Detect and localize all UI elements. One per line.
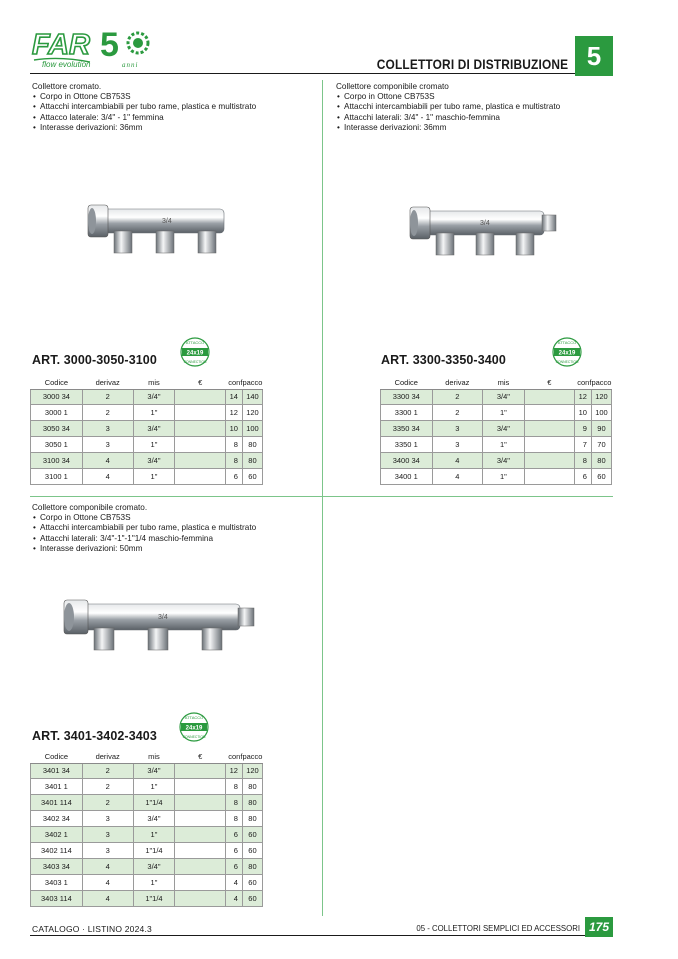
description-title: Collettore componibile cromato. [32, 503, 148, 512]
cell-conf: 10 [225, 421, 242, 437]
cell-pacco: 100 [242, 421, 262, 437]
cell-derivaz: 3 [82, 421, 133, 437]
cell-mis: 1" [483, 405, 525, 421]
cell-prezzo [175, 405, 226, 421]
cell-mis: 1" [483, 437, 525, 453]
cell-derivaz: 3 [432, 421, 483, 437]
cell-conf: 8 [225, 453, 242, 469]
cell-derivaz: 3 [82, 827, 133, 843]
table-row [31, 421, 263, 437]
cell-prezzo [175, 437, 226, 453]
cell-codice: 3000 1 [31, 405, 83, 421]
product-description-3000 [32, 82, 256, 133]
cell-prezzo [175, 389, 226, 405]
description-bullet: • Interasse derivazioni: 36mm [336, 123, 560, 133]
logo-anni: anni [122, 61, 139, 69]
svg-text:ATTACCO: ATTACCO [184, 715, 204, 720]
cell-mis: 1" [133, 779, 175, 795]
cell-conf: 14 [225, 389, 242, 405]
cell-derivaz: 2 [82, 389, 133, 405]
cell-pacco: 100 [591, 405, 611, 421]
cell-prezzo [175, 779, 226, 795]
table-row [31, 827, 263, 843]
cell-prezzo [524, 421, 574, 437]
header-rule [30, 73, 575, 74]
description-bullet: • Corpo in Ottone CB753S [32, 92, 256, 102]
cell-prezzo [175, 890, 226, 906]
cell-conf: 6 [225, 827, 242, 843]
row-divider-left [30, 496, 322, 497]
cell-codice: 3401 34 [31, 763, 83, 779]
cell-derivaz: 2 [432, 389, 483, 405]
cell-mis: 3/4" [483, 453, 525, 469]
table-row [31, 437, 263, 453]
description-bullet: • Attacchi intercambiabili per tubo rame, plastica e multistrato [32, 523, 256, 533]
section-badge: 5 [575, 36, 613, 76]
description-bullet: • Attacco laterale: 3/4" - 1" femmina [32, 113, 256, 123]
cell-pacco: 120 [242, 405, 262, 421]
cell-mis: 1"1/4 [133, 890, 175, 906]
table-row [31, 858, 263, 874]
attacco-badge-icon [550, 335, 584, 369]
product-image-3000 [86, 203, 231, 261]
attacco-badge-icon [178, 335, 212, 369]
table-row [31, 795, 263, 811]
table-row [31, 874, 263, 890]
cell-conf: 4 [225, 890, 242, 906]
table-row [381, 389, 612, 405]
cell-pacco: 120 [591, 389, 611, 405]
cell-pacco: 90 [591, 421, 611, 437]
cell-codice: 3350 34 [381, 421, 433, 437]
cell-derivaz: 4 [432, 453, 483, 469]
table-row [31, 842, 263, 858]
table-body [31, 389, 263, 484]
cell-pacco: 80 [242, 453, 262, 469]
row-divider-right [322, 496, 613, 497]
cell-pacco: 60 [591, 468, 611, 484]
cell-mis: 1" [133, 468, 175, 484]
cell-conf: 12 [574, 389, 591, 405]
cell-codice: 3403 114 [31, 890, 83, 906]
price-table-3000 [30, 376, 263, 485]
cell-derivaz: 4 [82, 874, 133, 890]
svg-text:ATTACCO: ATTACCO [557, 340, 577, 345]
cell-derivaz: 4 [82, 858, 133, 874]
description-bullet: • Corpo in Ottone CB753S [32, 513, 256, 523]
cell-mis: 3/4" [133, 421, 175, 437]
description-bullet: • Attacchi laterali: 3/4"-1"-1"1/4 maschio-femmina [32, 534, 256, 544]
cell-conf: 8 [225, 779, 242, 795]
cell-codice: 3403 1 [31, 874, 83, 890]
product-image-3300 [408, 205, 560, 263]
cell-mis: 3/4" [133, 453, 175, 469]
cell-conf: 6 [225, 842, 242, 858]
svg-text:CONNECTION: CONNECTION [555, 360, 579, 364]
cell-conf: 7 [574, 437, 591, 453]
cell-pacco: 80 [242, 811, 262, 827]
product-description-3300 [336, 82, 560, 133]
footer-section: 05 - COLLETTORI SEMPLICI ED ACCESSORI [416, 924, 580, 933]
cell-mis: 3/4" [483, 421, 525, 437]
svg-text:ATTACCO: ATTACCO [185, 340, 205, 345]
cell-conf: 8 [225, 795, 242, 811]
cell-codice: 3400 1 [381, 468, 433, 484]
table-header-row: Codice derivaz mis € conf pacco [31, 376, 263, 389]
svg-text:CONNECTION: CONNECTION [182, 735, 206, 739]
cell-conf: 6 [574, 468, 591, 484]
product-description-3401 [32, 503, 256, 554]
cell-derivaz: 3 [432, 437, 483, 453]
cell-mis: 1" [133, 827, 175, 843]
cell-pacco: 60 [242, 842, 262, 858]
product-image-3401 [62, 598, 257, 656]
cell-conf: 4 [225, 874, 242, 890]
cell-prezzo [524, 389, 574, 405]
cell-mis: 3/4" [133, 389, 175, 405]
cell-prezzo [175, 468, 226, 484]
cell-conf: 12 [225, 405, 242, 421]
cell-mis: 3/4" [133, 858, 175, 874]
cell-prezzo [524, 405, 574, 421]
footer-catalog: CATALOGO · LISTINO 2024.3 [32, 924, 152, 934]
logo-number: 5 [100, 26, 119, 64]
cell-prezzo [524, 453, 574, 469]
cell-prezzo [175, 842, 226, 858]
price-table-3401 [30, 750, 263, 907]
cell-derivaz: 4 [82, 468, 133, 484]
cell-codice: 3300 34 [381, 389, 433, 405]
description-bullet: • Corpo in Ottone CB753S [336, 92, 560, 102]
cell-pacco: 80 [242, 779, 262, 795]
cell-derivaz: 2 [432, 405, 483, 421]
cell-derivaz: 2 [82, 779, 133, 795]
cell-codice: 3403 34 [31, 858, 83, 874]
cell-prezzo [175, 795, 226, 811]
cell-codice: 3100 1 [31, 468, 83, 484]
cell-prezzo [175, 453, 226, 469]
description-bullet: • Attacchi intercambiabili per tubo rame, plastica e multistrato [32, 102, 256, 112]
page-number: 175 [585, 917, 613, 937]
table-row [31, 811, 263, 827]
description-bullet: • Attacchi intercambiabili per tubo rame, plastica e multistrato [336, 102, 560, 112]
cell-mis: 1" [483, 468, 525, 484]
cell-conf: 8 [574, 453, 591, 469]
cell-derivaz: 3 [82, 842, 133, 858]
cell-codice: 3350 1 [381, 437, 433, 453]
cell-mis: 1"1/4 [133, 795, 175, 811]
cell-mis: 1" [133, 874, 175, 890]
svg-text:24x19: 24x19 [558, 350, 576, 357]
cell-prezzo [524, 437, 574, 453]
logo-far-text: FAR [32, 29, 90, 61]
far-logo [30, 26, 155, 72]
cell-pacco: 80 [242, 795, 262, 811]
table-row [31, 468, 263, 484]
table-row [31, 453, 263, 469]
cell-codice: 3402 34 [31, 811, 83, 827]
cell-pacco: 140 [242, 389, 262, 405]
cell-conf: 9 [574, 421, 591, 437]
cell-codice: 3401 114 [31, 795, 83, 811]
table-row [31, 779, 263, 795]
cell-pacco: 80 [242, 437, 262, 453]
cell-mis: 1" [133, 405, 175, 421]
cell-derivaz: 2 [82, 763, 133, 779]
cell-prezzo [175, 874, 226, 890]
cell-mis: 1"1/4 [133, 842, 175, 858]
cell-conf: 8 [225, 811, 242, 827]
cell-derivaz: 4 [82, 890, 133, 906]
cell-prezzo [175, 858, 226, 874]
cell-prezzo [175, 421, 226, 437]
cell-conf: 6 [225, 468, 242, 484]
footer-rule [30, 935, 588, 936]
cell-codice: 3300 1 [381, 405, 433, 421]
cell-derivaz: 2 [82, 405, 133, 421]
cell-derivaz: 2 [82, 795, 133, 811]
description-title: Collettore cromato. [32, 82, 102, 91]
cell-codice: 3401 1 [31, 779, 83, 795]
description-title: Collettore componibile cromato [336, 82, 449, 91]
description-bullet: • Interasse derivazioni: 50mm [32, 544, 256, 554]
price-table-3300 [380, 376, 612, 485]
svg-text:24x19: 24x19 [185, 725, 203, 732]
page-title: COLLETTORI DI DISTRIBUZIONE [376, 56, 568, 72]
cell-codice: 3400 34 [381, 453, 433, 469]
table-row [381, 421, 612, 437]
table-row [31, 405, 263, 421]
cell-codice: 3000 34 [31, 389, 83, 405]
cell-pacco: 60 [242, 890, 262, 906]
attacco-badge-icon [177, 710, 211, 744]
cell-prezzo [175, 827, 226, 843]
cell-derivaz: 3 [82, 437, 133, 453]
cell-prezzo [524, 468, 574, 484]
cell-prezzo [175, 763, 226, 779]
cell-prezzo [175, 811, 226, 827]
cell-derivaz: 3 [82, 811, 133, 827]
cell-pacco: 60 [242, 874, 262, 890]
cell-pacco: 70 [591, 437, 611, 453]
logo-tagline: flow evolution [42, 60, 91, 69]
table-row [31, 763, 263, 779]
description-bullet: • Attacchi laterali: 3/4" - 1" maschio-femmina [336, 113, 560, 123]
cell-mis: 3/4" [133, 763, 175, 779]
cell-mis: 3/4" [133, 811, 175, 827]
cell-conf: 6 [225, 858, 242, 874]
cell-codice: 3402 114 [31, 842, 83, 858]
cell-codice: 3050 34 [31, 421, 83, 437]
product-stamp: 3/4 [162, 218, 172, 225]
table-row [381, 437, 612, 453]
table-header-row: Codice derivaz mis € conf pacco [31, 750, 263, 763]
cell-conf: 10 [574, 405, 591, 421]
cell-codice: 3050 1 [31, 437, 83, 453]
cell-codice: 3402 1 [31, 827, 83, 843]
cell-mis: 3/4" [483, 389, 525, 405]
svg-text:24x19: 24x19 [186, 350, 204, 357]
table-header-row: Codice derivaz mis € conf pacco [381, 376, 612, 389]
article-title-3000: ART. 3000-3050-3100 [32, 353, 157, 367]
table-row [381, 405, 612, 421]
table-body [381, 389, 612, 484]
description-bullet: • Interasse derivazioni: 36mm [32, 123, 256, 133]
cell-derivaz: 4 [432, 468, 483, 484]
cell-pacco: 60 [242, 827, 262, 843]
table-row [381, 468, 612, 484]
cell-pacco: 80 [591, 453, 611, 469]
cell-pacco: 80 [242, 858, 262, 874]
cell-conf: 12 [225, 763, 242, 779]
table-row [31, 389, 263, 405]
article-title-3401: ART. 3401-3402-3403 [32, 729, 157, 743]
svg-text:CONNECTION: CONNECTION [183, 360, 207, 364]
cell-pacco: 60 [242, 468, 262, 484]
cell-codice: 3100 34 [31, 453, 83, 469]
cell-derivaz: 4 [82, 453, 133, 469]
cell-conf: 8 [225, 437, 242, 453]
column-divider [322, 80, 323, 916]
table-row [381, 453, 612, 469]
table-row [31, 890, 263, 906]
cell-mis: 1" [133, 437, 175, 453]
product-stamp: 3/4 [480, 220, 490, 227]
article-title-3300: ART. 3300-3350-3400 [381, 353, 506, 367]
product-stamp: 3/4 [158, 614, 168, 621]
table-body [31, 763, 263, 906]
cell-pacco: 120 [242, 763, 262, 779]
